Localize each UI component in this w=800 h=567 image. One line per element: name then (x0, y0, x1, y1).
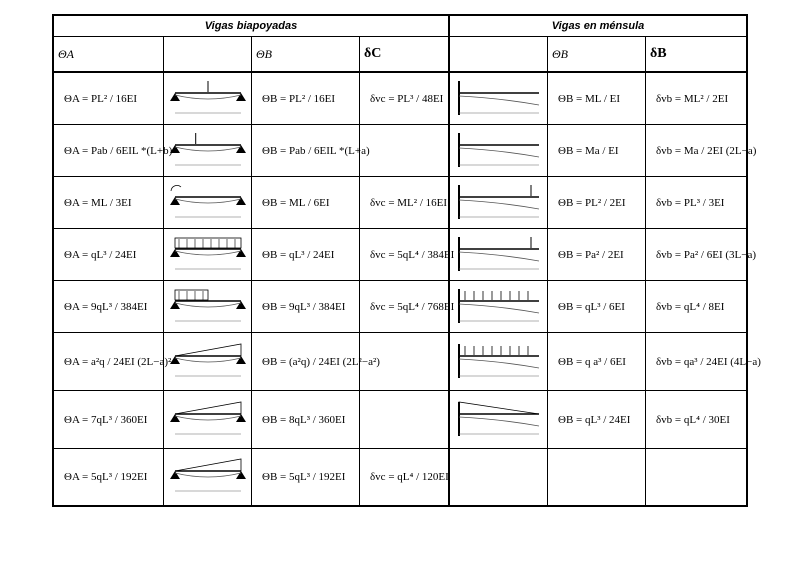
theta-a-formula: ΘA = a²q / 24EI (2L−a)² (54, 333, 164, 390)
cantilever-diagram-cell (450, 333, 548, 390)
left-table-row (54, 333, 448, 391)
theta-b-formula: ΘB = 9qL³ / 384EI (252, 281, 360, 332)
simply-supported-offset-point-load-diagram (167, 129, 249, 173)
beam-diagram-cell (164, 125, 252, 176)
cantilever-diagram-cell (450, 281, 548, 332)
beam-diagram-cell (164, 229, 252, 280)
theta-a-formula: ΘA = Pab / 6EIL *(L+b) (54, 125, 164, 176)
header-theta-a: ΘA (54, 37, 164, 71)
right-table-row (450, 229, 757, 281)
delta-b-formula: δvb = qL⁴ / 8EI (656, 300, 725, 313)
delta-c-formula: δvc = 5qL⁴ / 384EI (370, 248, 455, 261)
beam-diagram-cell (164, 281, 252, 332)
theta-b-formula: ΘB = Pab / 6EIL *(L+a) (252, 125, 360, 176)
delta-b-formula: δvb = PL³ / 3EI (656, 196, 725, 209)
cantilever-end-moment-diagram (453, 77, 545, 121)
empty-diagram (453, 455, 545, 499)
header-theta-b: ΘB (252, 37, 360, 71)
beam-diagram-cell (164, 333, 252, 390)
beam-diagram-cell (164, 73, 252, 124)
theta-b-cantilever-formula: ΘB = qL³ / 6EI (548, 281, 646, 332)
left-table-row (54, 449, 448, 505)
left-header-row (54, 37, 448, 73)
delta-b-formula: δvb = qa³ / 24EI (4L−a) (656, 355, 761, 368)
right-table-row (450, 125, 757, 177)
right-table-row (450, 281, 746, 333)
cantilever-triangular-diagram (453, 398, 545, 442)
right-header-row (450, 37, 746, 73)
delta-c-formula: δvc = 5qL⁴ / 768EI (370, 300, 455, 313)
cantilever-diagram-cell (450, 449, 548, 505)
simply-supported-center-point-load-diagram (167, 77, 249, 121)
theta-b-formula: ΘB = 8qL³ / 360EI (252, 391, 360, 448)
theta-a-formula: ΘA = PL² / 16EI (54, 73, 164, 124)
right-table-row (450, 391, 746, 449)
cantilever-diagram-cell (450, 73, 548, 124)
header-delta-c: δC (364, 46, 382, 61)
delta-b-formula: δvb = Ma / 2EI (2L−a) (656, 144, 757, 157)
theta-a-formula: ΘA = qL³ / 24EI (54, 229, 164, 280)
theta-a-formula: ΘA = ML / 3EI (54, 177, 164, 228)
right-table-row (450, 333, 761, 391)
cantilever-diagram-cell (450, 125, 548, 176)
theta-b-formula: ΘB = PL² / 16EI (252, 73, 360, 124)
theta-b-formula: ΘB = (a²q) / 24EI (2L²−a²) (252, 333, 360, 390)
delta-c-formula: δvc = PL³ / 48EI (370, 92, 444, 105)
theta-b-cantilever-formula (548, 449, 646, 505)
delta-b-formula: δvb = Pa² / 6EI (3L−a) (656, 248, 757, 261)
cantilever-full-udl-diagram (453, 285, 545, 329)
header-diagram-cantilever (450, 37, 548, 71)
left-table-row (54, 125, 448, 177)
delta-c-formula: δvc = qL⁴ / 120EI (370, 471, 449, 483)
simply-supported-symmetric-triangular-diagram (167, 455, 249, 499)
delta-c-formula (360, 125, 448, 176)
simply-supported-full-udl-diagram (167, 233, 249, 277)
simply-supported-partial-triangular-diagram (167, 340, 249, 384)
delta-c-formula (360, 333, 448, 390)
simply-supported-beams-table (52, 14, 455, 507)
header-delta-b: δB (650, 46, 667, 61)
theta-b-cantilever-formula: ΘB = qL³ / 24EI (548, 391, 646, 448)
theta-b-cantilever-formula: ΘB = Ma / EI (548, 125, 646, 176)
theta-a-formula: ΘA = 9qL³ / 384EI (54, 281, 164, 332)
cantilever-beams-table (448, 14, 761, 507)
right-title-row (450, 16, 746, 37)
right-table-row (450, 177, 746, 229)
delta-b-formula: δvb = qL⁴ / 30EI (656, 413, 730, 426)
theta-a-formula: ΘA = 5qL³ / 192EI (54, 449, 164, 505)
theta-b-formula: ΘB = ML / 6EI (252, 177, 360, 228)
theta-a-formula: ΘA = 7qL³ / 360EI (54, 391, 164, 448)
left-table-row (54, 229, 455, 281)
cantilever-diagram-cell (450, 229, 548, 280)
simply-supported-end-moment-diagram (167, 181, 249, 225)
beam-diagram-cell (164, 177, 252, 228)
theta-b-cantilever-formula: ΘB = Pa² / 2EI (548, 229, 646, 280)
right-table-row (450, 73, 746, 125)
theta-b-formula: ΘB = qL³ / 24EI (252, 229, 360, 280)
cantilever-diagram-cell (450, 177, 548, 228)
simply-supported-triangular-diagram (167, 398, 249, 442)
theta-b-cantilever-formula: ΘB = PL² / 2EI (548, 177, 646, 228)
header-diagram (164, 37, 252, 71)
cantilever-point-load-at-a-diagram (453, 233, 545, 277)
delta-c-formula (360, 391, 448, 448)
cantilever-end-point-load-diagram (453, 181, 545, 225)
theta-b-formula: ΘB = 5qL³ / 192EI (252, 449, 360, 505)
left-table-row (54, 281, 455, 333)
left-table-row (54, 177, 448, 229)
left-table-row (54, 73, 448, 125)
beam-diagram-cell (164, 449, 252, 505)
cantilever-diagram-cell (450, 391, 548, 448)
theta-b-cantilever-formula: ΘB = q a³ / 6EI (548, 333, 646, 390)
delta-b-formula: δvb = ML² / 2EI (656, 92, 729, 105)
theta-b-cantilever-formula: ΘB = ML / EI (548, 73, 646, 124)
left-table-row (54, 391, 448, 449)
simply-supported-half-udl-diagram (167, 285, 249, 329)
cantilever-moment-at-a-diagram (453, 129, 545, 173)
cantilever-partial-udl-diagram (453, 340, 545, 384)
header-theta-b-cantilever: ΘB (548, 37, 646, 71)
left-title-row (54, 16, 448, 37)
beam-diagram-cell (164, 391, 252, 448)
right-table-row (450, 449, 746, 505)
left-table-title: Vigas biapoyadas (204, 20, 298, 32)
delta-b-formula (646, 449, 746, 505)
delta-c-formula: δvc = ML² / 16EI (370, 196, 448, 209)
right-table-title: Vigas en ménsula (551, 20, 645, 32)
